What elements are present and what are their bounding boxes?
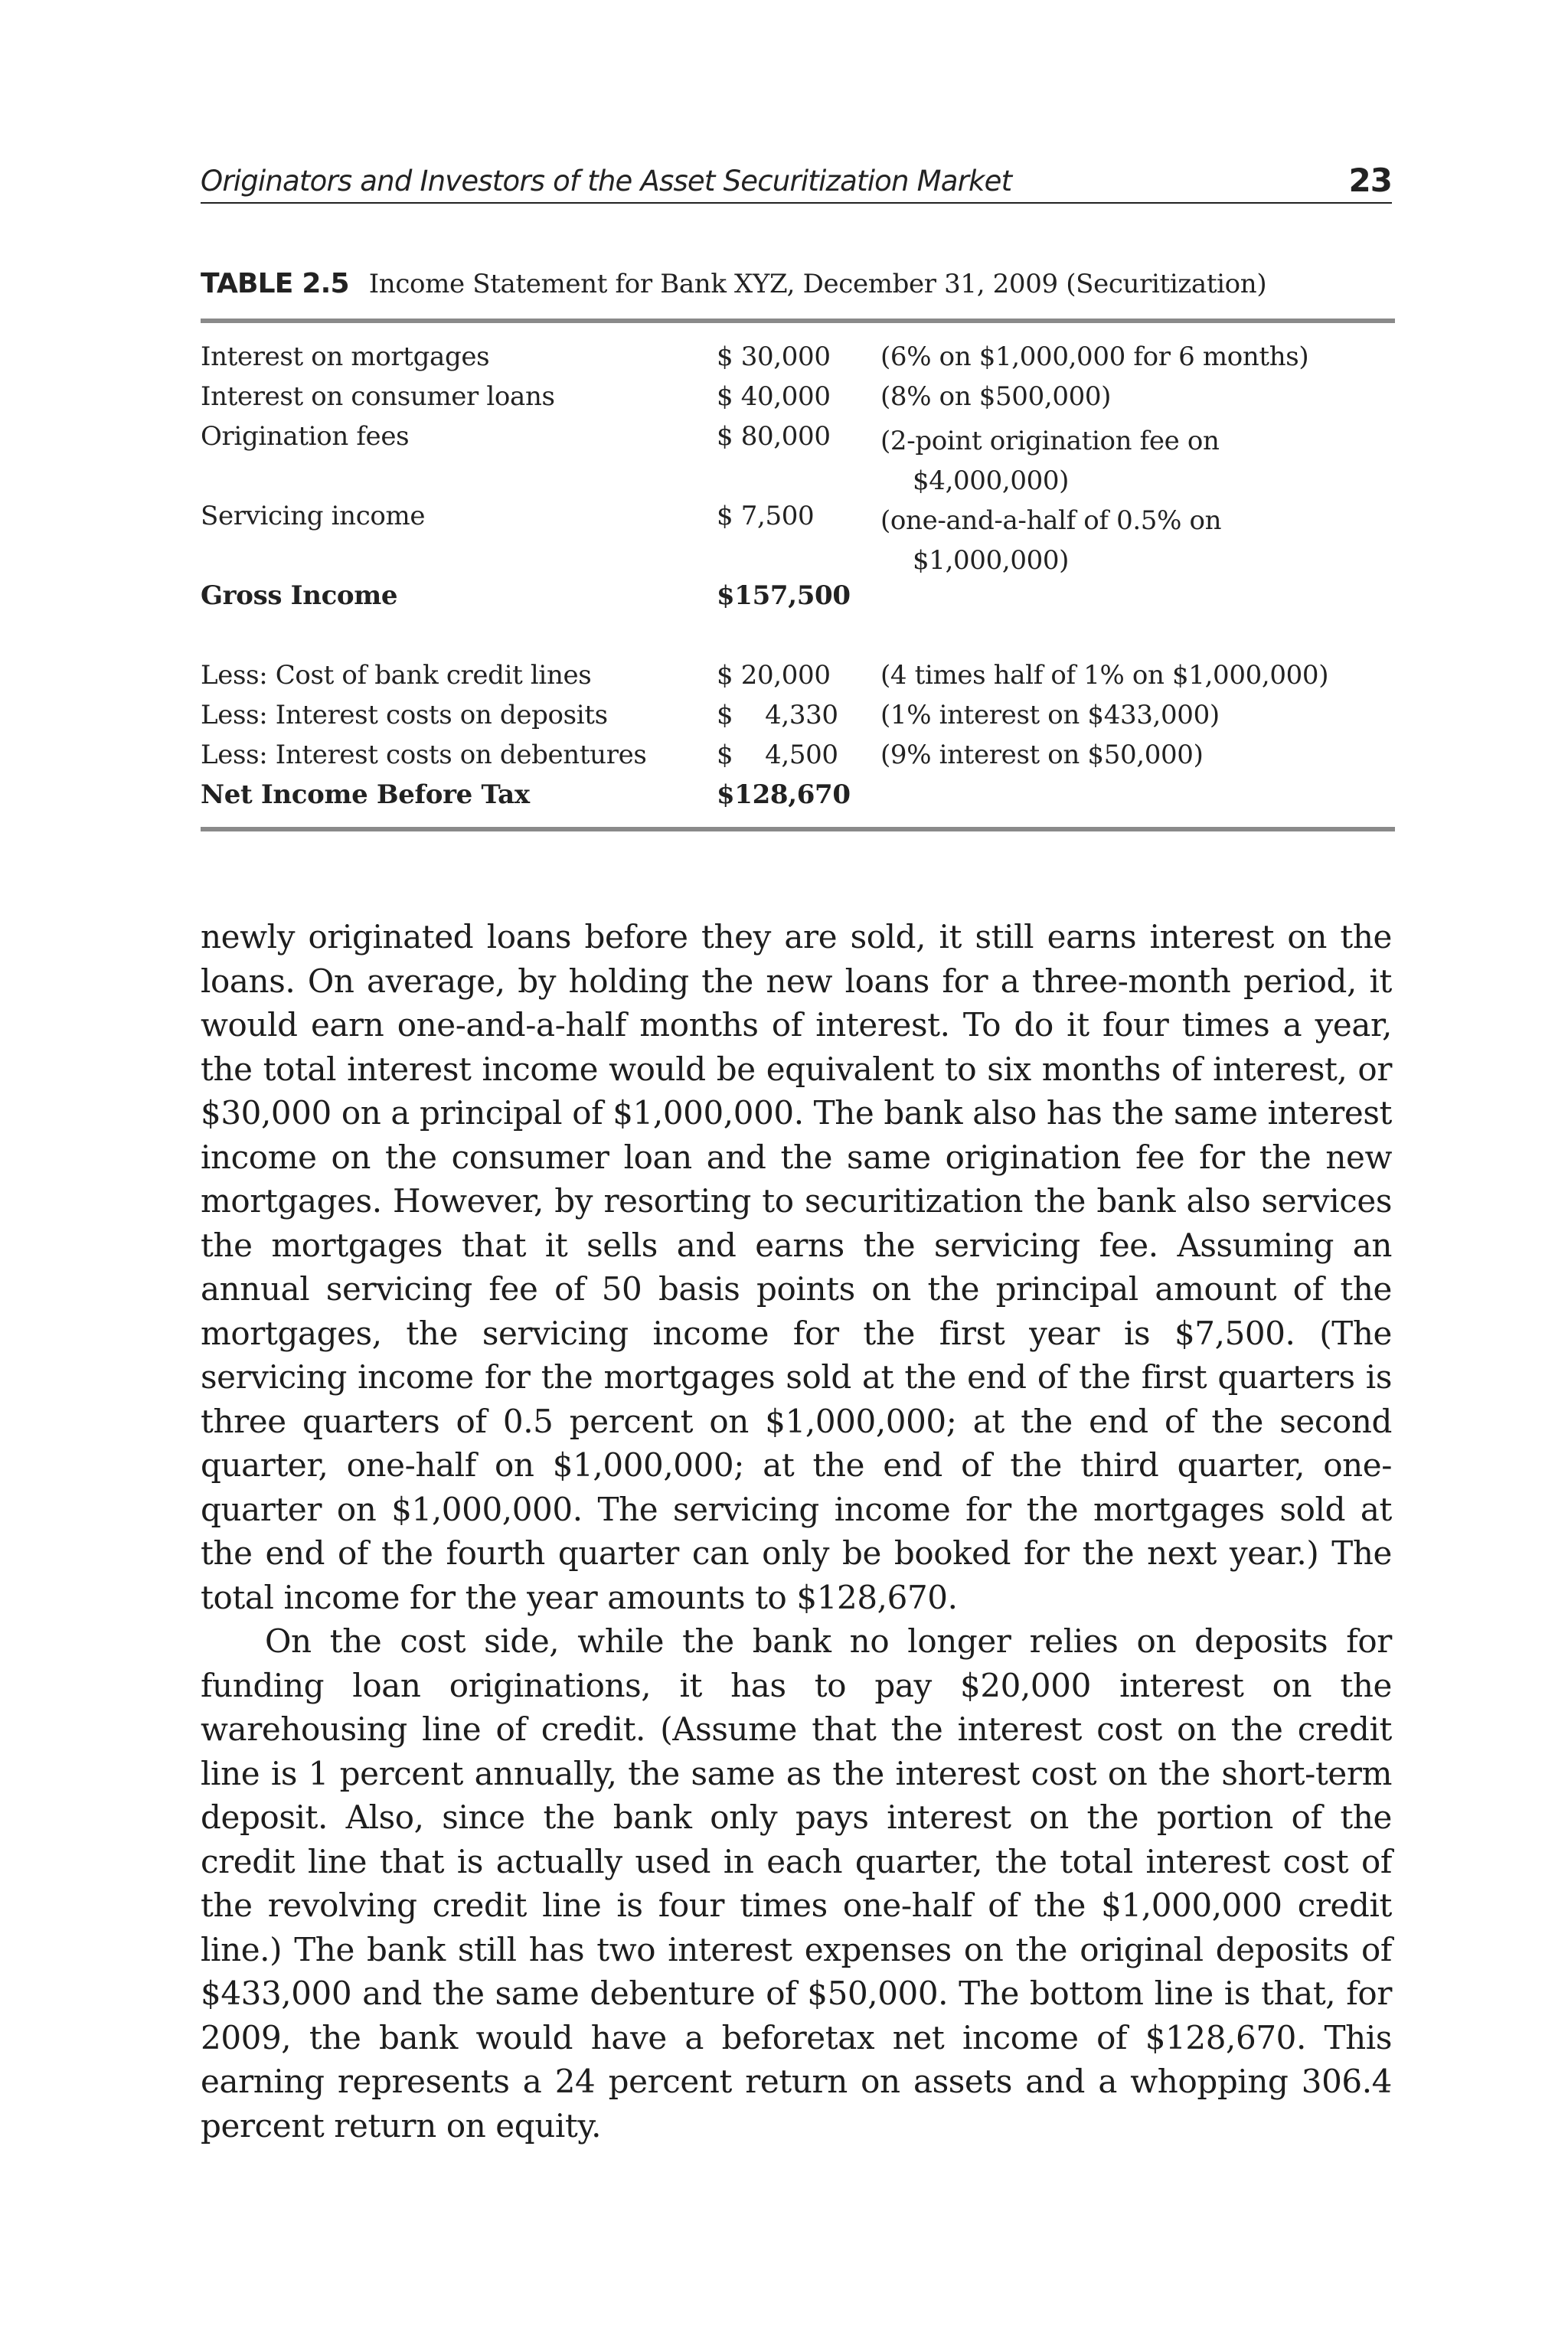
paragraph: newly originated loans before they are sold, it still earns interest on the loans. On average, by holding the new loans for a three-month period, it would earn one-and-a-half months of interest. To do it four times a year, the total interest income would be equivalent to six months of interest, or $30,000 on a principal of $1,000,000. The bank also has the same interest income on the consumer loan and the same origination fee for the new mortgages. However, by resorting to securitization the bank also services the mortgages that it sells and earns the servicing fee. Assuming an annual servicing fee of 50 basis points on the principal amount of the mortgages, the servicing income for the first year is $7,500. (The servicing income for the mortgages sold at the end of the first quarters is three quarters of 0.5 percent on $1,000,000; at the end of the second quarter, one-half on $1,000,000; at the end of the third quarter, one-quarter on $1,000,000. The servicing income for the mortgages sold at the end of the fourth quarter can only be booked for the next year.) The total income for the year amounts to $128,670. xyxy=(201,918,1392,1616)
row-amount: $ 4,330 xyxy=(717,700,838,730)
row-note: (4 times half of 1% on $1,000,000) xyxy=(880,660,1329,691)
row-note xyxy=(880,421,1220,501)
row-amount: $ 20,000 xyxy=(717,660,831,691)
row-note: (9% interest on $50,000) xyxy=(880,740,1204,770)
row-item: Interest on consumer loans xyxy=(201,381,555,412)
row-item: Net Income Before Tax xyxy=(201,779,530,810)
table-row xyxy=(201,740,1403,779)
row-amount: $128,670 xyxy=(717,779,851,810)
row-note-line2: $4,000,000) xyxy=(913,466,1070,496)
row-item: Less: Interest costs on deposits xyxy=(201,700,608,730)
page-number: 23 xyxy=(1348,162,1392,199)
table-row xyxy=(201,381,1403,421)
row-note xyxy=(880,501,1221,580)
row-amount: $ 30,000 xyxy=(717,341,831,372)
row-item: Less: Interest costs on debentures xyxy=(201,740,647,770)
table-caption xyxy=(201,268,1395,299)
income-statement-table xyxy=(201,341,1403,819)
row-note: (1% interest on $433,000) xyxy=(880,700,1220,730)
table-row xyxy=(201,700,1403,740)
body-text xyxy=(201,915,1392,2148)
row-item: Origination fees xyxy=(201,421,410,452)
table-row xyxy=(201,341,1403,381)
table-row-net-income xyxy=(201,779,1403,819)
table-row xyxy=(201,501,1403,580)
table-row xyxy=(201,421,1403,501)
paragraph: On the cost side, while the bank no longer relies on deposits for funding loan originations, it has to pay $20,000 interest on the warehousing line of credit. (Assume that the interest cost on the credit line is 1 percent annually, the same as the interest cost on the short-term deposit. Also, since the bank only pays interest on the portion of the credit line that is actually used in each quarter, the total interest cost of the revolving credit line is four times one-half of the $1,000,000 credit line.) The bank still has two interest expenses on the original deposits of $433,000 and the same debenture of $50,000. The bottom line is that, for 2009, the bank would have a beforetax net income of $128,670. This earning represents a 24 percent return on assets and a whopping 306.4 percent return on equity. xyxy=(201,1622,1392,2145)
table-title: Income Statement for Bank XYZ, December 31, 2009 (Securitization) xyxy=(368,269,1267,299)
row-item: Gross Income xyxy=(201,580,398,611)
row-note: (8% on $500,000) xyxy=(880,381,1112,412)
row-amount: $ 80,000 xyxy=(717,421,831,452)
row-note-line1: (2-point origination fee on xyxy=(880,426,1220,456)
row-amount: $ 40,000 xyxy=(717,381,831,412)
row-item: Interest on mortgages xyxy=(201,341,490,372)
row-amount: $157,500 xyxy=(717,580,851,611)
row-item: Servicing income xyxy=(201,501,426,531)
table-label: TABLE 2.5 xyxy=(201,268,349,299)
row-note-line1: (one-and-a-half of 0.5% on xyxy=(880,505,1222,536)
row-note-line2: $1,000,000) xyxy=(913,545,1070,576)
row-amount: $ 7,500 xyxy=(717,501,815,531)
running-header xyxy=(201,161,1392,204)
table-row-gross-income xyxy=(201,580,1403,620)
row-item: Less: Cost of bank credit lines xyxy=(201,660,592,691)
running-title: Originators and Investors of the Asset Securitization Market xyxy=(201,165,1012,198)
row-amount: $ 4,500 xyxy=(717,740,838,770)
table-row xyxy=(201,660,1403,700)
row-note: (6% on $1,000,000 for 6 months) xyxy=(880,341,1309,372)
table-bottom-rule xyxy=(201,827,1395,831)
table-top-rule xyxy=(201,318,1395,323)
